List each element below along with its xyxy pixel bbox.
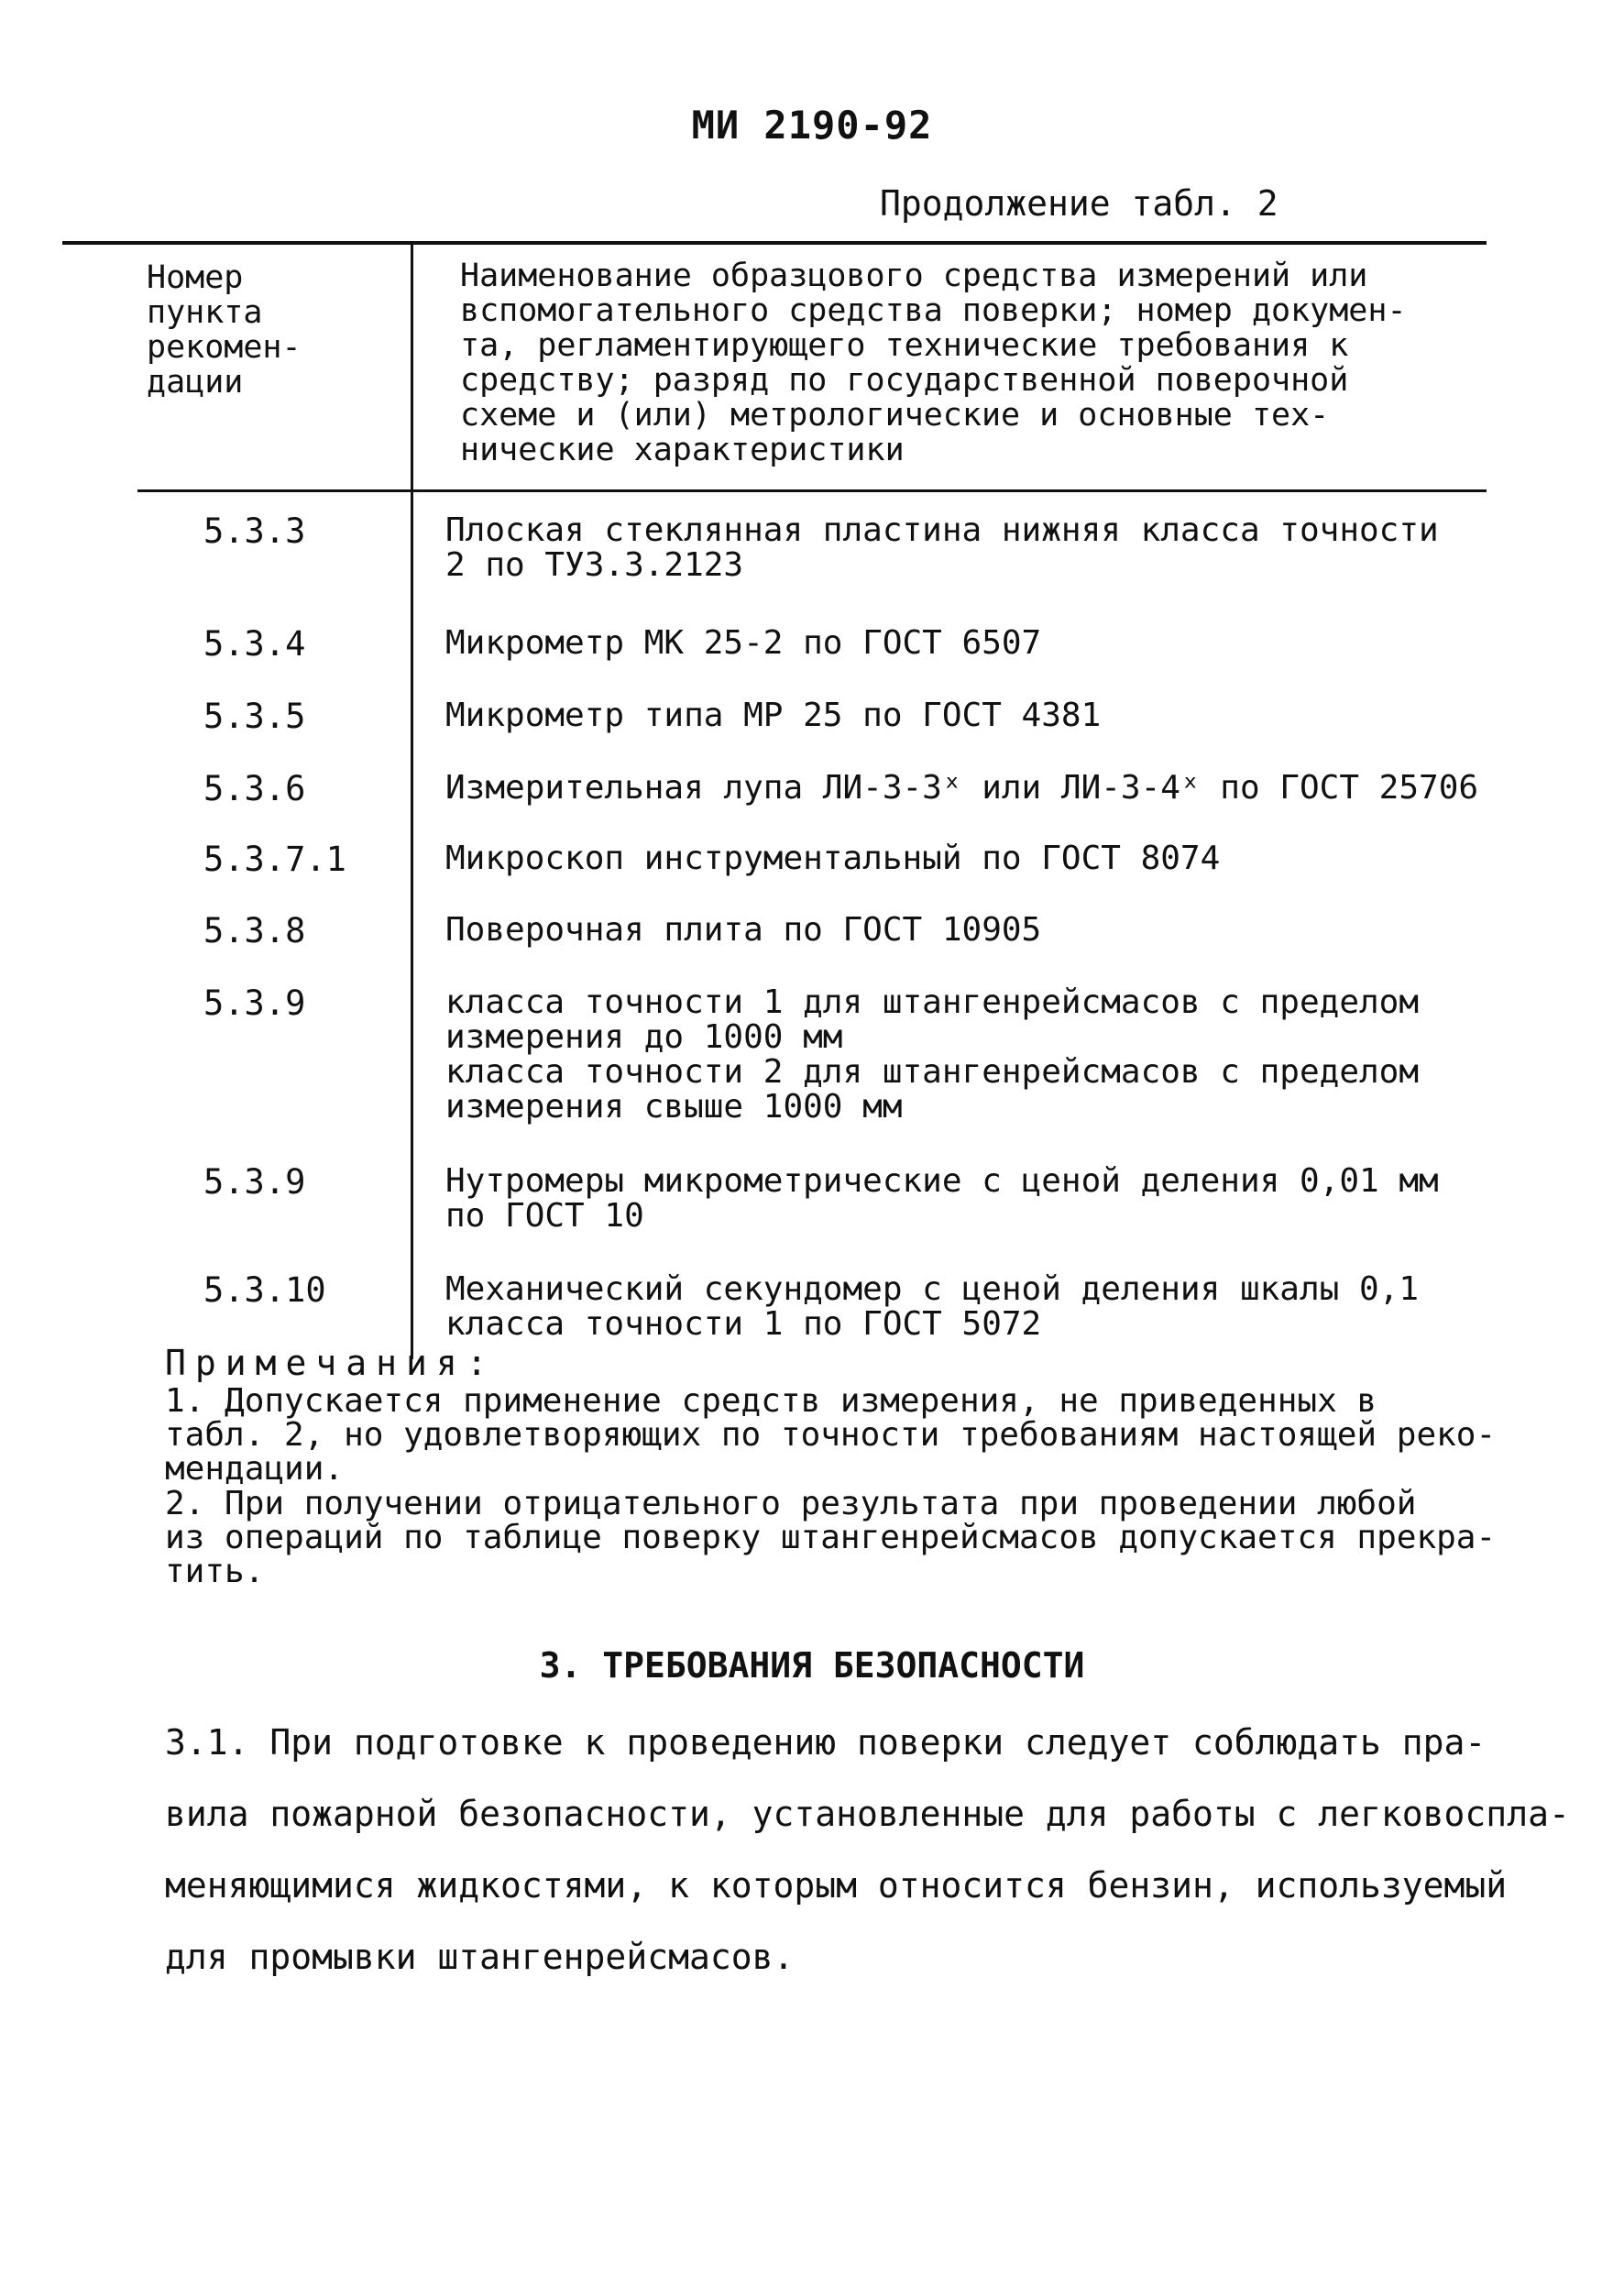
column-header-number: Номер пункта рекомен- дации (147, 259, 302, 401)
table-row-text: Плоская стеклянная пластина нижняя класса точности 2 по ТУЗ.3.2123 (445, 511, 1439, 584)
table-header-rule (137, 489, 1487, 492)
table-row-text: Микрометр типа МР 25 по ГОСТ 4381 (445, 697, 1102, 734)
table-row-text: Микроскоп инструментальный по ГОСТ 8074 (445, 840, 1221, 877)
notes-title: Примечания: (165, 1343, 497, 1383)
table-row-number: 5.3.5 (203, 697, 306, 736)
section-paragraph: 3.1. При подготовке к проведению поверки следует соблюдать пра- вила пожарной безопасности, установленные для работы с легковоспла- меняющимися жидкостями, к которым относится бензин, используемый для промывки штангенрейсмасов. (165, 1722, 1570, 1977)
table-continuation-label: Продолжение табл. 2 (880, 183, 1278, 224)
note-item: 1. Допускается применение средств измерения, не приведенных в табл. 2, но удовлетворяющих по точности требованиям настоящей реко- мендации. (165, 1382, 1497, 1488)
table-row-number: 5.3.3 (203, 511, 306, 551)
table-row-text: класса точности 1 для штангенрейсмасов с пределом измерения до 1000 мм класса точности 2 для штангенрейсмасов с пределом измерения свыше 1000 мм (445, 983, 1420, 1126)
table-row-text: Поверочная плита по ГОСТ 10905 (445, 911, 1042, 949)
table-row-text: Нутромеры микрометрические с ценой деления 0,01 мм по ГОСТ 10 (445, 1162, 1439, 1235)
table-column-divider (411, 241, 413, 1359)
table-row-number: 5.3.8 (203, 911, 306, 950)
table-row-number: 5.3.9 (203, 1162, 306, 1202)
table-top-rule (62, 241, 1487, 245)
table-row-number: 5.3.9 (203, 983, 306, 1023)
table-row-number: 5.3.10 (203, 1270, 326, 1310)
note-item: 2. При получении отрицательного результата при проведении любой из операций по таблице поверку штангенрейсмасов допускается прекра- тить. (165, 1485, 1497, 1590)
table-row-number: 5.3.7.1 (203, 840, 346, 879)
table-row-number: 5.3.4 (203, 624, 306, 664)
table-row-text: Механический секундомер с ценой деления шкалы 0,1 класса точности 1 по ГОСТ 5072 (445, 1270, 1420, 1343)
table-row-text: Измерительная лупа ЛИ-3-3ˣ или ЛИ-3-4ˣ по ГОСТ 25706 (445, 769, 1479, 807)
column-header-name: Наименование образцового средства измерений или вспомогательного средства поверки; номер докумен- та, регламентирующего технические требования к средству; разряд по государственной поверочной схеме и (или) метрологические и основные тех- нические характеристики (460, 258, 1407, 468)
document-code: МИ 2190-92 (691, 103, 933, 148)
section-title: 3. ТРЕБОВАНИЯ БЕЗОПАСНОСТИ (539, 1645, 1085, 1686)
table-row-text: Микрометр МК 25-2 по ГОСТ 6507 (445, 624, 1042, 662)
table-row-number: 5.3.6 (203, 769, 306, 808)
